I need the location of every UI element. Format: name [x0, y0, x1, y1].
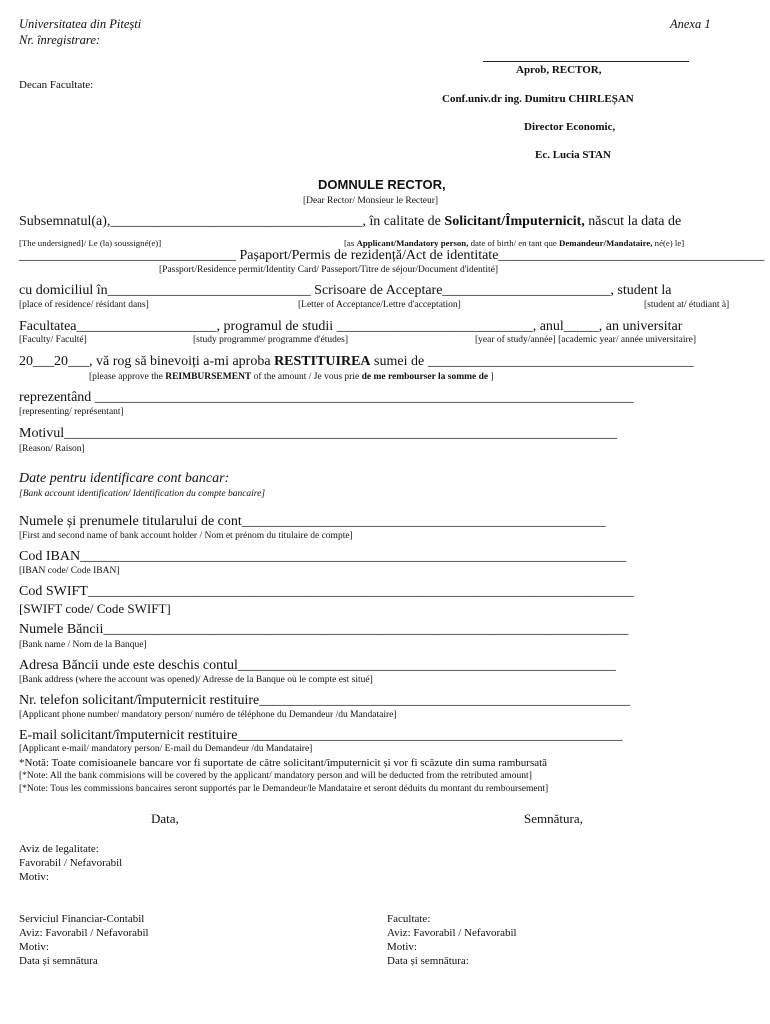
identity-document-field[interactable]: ______________________________________ [498, 248, 765, 263]
faculty-label: Facultatea [19, 319, 77, 334]
student-at-label: , student la [610, 283, 672, 298]
name-field[interactable]: ____________________________________ [110, 214, 363, 229]
bank-address-field[interactable]: ______________________________________________________ [237, 658, 616, 673]
account-holder-label: Numele și prenumele titularului de cont [19, 514, 242, 529]
study-programme-translation: [study programme/ programme d'études] [193, 335, 348, 345]
faculty-translation: [Faculty/ Faculté] [19, 335, 87, 345]
faculty-line [19, 319, 682, 335]
economic-director-name: Ec. Lucia STAN [535, 149, 611, 161]
phone-translation: [Applicant phone number/ mandatory person/ numéro de téléphone du Demandeur /du Mandataire] [19, 710, 397, 720]
reason-line [19, 426, 617, 442]
swift-label: Cod SWIFT [19, 584, 88, 599]
email-translation: [Applicant e-mail/ mandatory person/ E-mail du Demandeur /du Mandataire] [19, 744, 313, 754]
annex-label: Anexa 1 [670, 17, 711, 31]
phone-field[interactable]: _____________________________________________________ [259, 693, 631, 708]
bank-name-field[interactable]: ___________________________________________________________________________ [103, 622, 629, 637]
reason-translation: [Reason/ Raison] [19, 444, 85, 454]
rector-signature-line [483, 61, 689, 62]
representing-label: reprezentând [19, 390, 92, 405]
finance-service-reason: Motiv: [19, 941, 49, 953]
birth-date-field[interactable]: _______________________________ [19, 248, 236, 263]
study-year-field[interactable]: _____ [563, 319, 599, 334]
signature-label: Semnătura, [524, 811, 583, 826]
request-text: , vă rog să binevoiți a-mi aproba [89, 354, 275, 369]
capacity-text: , în calitate de [362, 214, 445, 229]
capacity-translation: [as Applicant/Mandatory person, date of birth/ en tant que Demandeur/Mandataire, né(e) le] [344, 238, 685, 248]
legal-opinion-options: Favorabil / Nefavorabil [19, 857, 123, 869]
bank-section-heading: Date pentru identificare cont bancar: [19, 471, 230, 486]
reimbursement-translation: [please approve the REIMBURSEMENT of the amount / Je vous prie de me rembourser la somme de ] [89, 372, 494, 382]
swift-line [19, 584, 634, 600]
bank-name-label: Numele Băncii [19, 622, 104, 637]
residence-label: cu domiciliul în [19, 283, 108, 298]
bank-address-translation: [Bank address (where the account was opened)/ Adresse de la Banque où le compte est situé] [19, 675, 373, 685]
residence-translation: [place of residence/ résidant dans] [19, 300, 149, 310]
faculty-approval-signature: Data și semnătura: [387, 955, 469, 967]
student-at-translation: [student at/ étudiant à] [644, 300, 730, 310]
study-programme-field[interactable]: ____________________________ [336, 319, 533, 334]
identity-document-translation: [Passport/Residence permit/Identity Card/ Passeport/Titre de séjour/Document d'identité] [159, 265, 499, 275]
academic-year-end-field[interactable]: ___ [68, 354, 89, 369]
rector-name: Conf.univ.dr ing. Dumitru CHIRLEȘAN [442, 93, 634, 105]
bank-section-translation: [Bank account identification/ Identification du compte bancaire] [19, 489, 266, 499]
acceptance-letter-label: Scrisoare de Acceptare [310, 283, 443, 298]
finance-service-opinion: Aviz: Favorabil / Nefavorabil [19, 927, 149, 939]
date-label: Data, [151, 811, 179, 826]
account-holder-field[interactable]: ____________________________________________________ [241, 514, 606, 529]
iban-translation: [IBAN code/ Code IBAN] [19, 566, 120, 576]
finance-service-title: Serviciul Financiar-Contabil [19, 913, 145, 925]
birth-date-label: născut la data de [584, 214, 682, 229]
note-romanian: *Notă: Toate comisioanele bancare vor fi suportate de către solicitant/împuternicit și vor fi scăzute din suma rambursată [19, 757, 548, 769]
email-label: E-mail solicitant/împuternicit restituire [19, 728, 238, 743]
iban-field[interactable]: ______________________________________________________________________________ [80, 549, 627, 564]
iban-line [19, 549, 626, 565]
economic-director-title: Director Economic, [524, 121, 616, 133]
legal-opinion-title: Aviz de legalitate: [19, 843, 99, 855]
study-year-translation: [year of study/année] [academic year/ année universitaire] [475, 335, 697, 345]
faculty-approval-opinion: Aviz: Favorabil / Nefavorabil [387, 927, 517, 939]
registration-number-label: Nr. înregistrare: [19, 33, 101, 47]
academic-year-label: , an universitar [598, 319, 683, 334]
residence-field[interactable]: _____________________________ [107, 283, 311, 298]
email-field[interactable]: _______________________________________________________ [237, 728, 623, 743]
representing-field[interactable]: _____________________________________________________________________________ [94, 390, 634, 405]
undersigned-translation: [The undersigned]/ Le (la) soussigné(e)] [19, 238, 162, 248]
amount-label: sumei de [370, 354, 428, 369]
letter-title-translation: [Dear Rector/ Monsieur le Recteur] [303, 196, 439, 206]
bank-name-line [19, 622, 628, 638]
amount-field[interactable]: ______________________________________ [427, 354, 694, 369]
bank-name-translation: [Bank name / Nom de la Banque] [19, 640, 147, 650]
academic-year-start-field[interactable]: ___ [33, 354, 54, 369]
letter-title: DOMNULE RECTOR, [318, 177, 446, 192]
residence-line [19, 283, 671, 299]
reimbursement-keyword: RESTITUIREA [274, 354, 371, 369]
representing-translation: [representing/ représentant] [19, 407, 124, 417]
faculty-approval-reason: Motiv: [387, 941, 417, 953]
undersigned-line [19, 214, 681, 230]
faculty-field[interactable]: ____________________ [76, 319, 217, 334]
bank-address-line [19, 658, 616, 674]
acceptance-letter-field[interactable]: ________________________ [442, 283, 611, 298]
email-line [19, 728, 623, 744]
legal-opinion-reason: Motiv: [19, 871, 49, 883]
undersigned-label: Subsemnatul(a), [19, 214, 111, 229]
applicant-role: Solicitant/Împuternicit, [444, 214, 585, 229]
faculty-approval-title: Facultate: [387, 913, 431, 925]
approval-label: Aprob, RECTOR, [516, 64, 602, 76]
representing-line [19, 390, 634, 406]
phone-label: Nr. telefon solicitant/împuternicit restituire [19, 693, 260, 708]
acceptance-letter-translation: [Letter of Acceptance/Lettre d'acceptation] [298, 300, 461, 310]
swift-field[interactable]: ______________________________________________________________________________ [87, 584, 634, 599]
reimbursement-line: 20___20___, vă rog să binevoiți a-mi aproba RESTITUIREA sumei de ______________________________________ [19, 354, 694, 369]
iban-label: Cod IBAN [19, 549, 81, 564]
study-year-label: , anul [532, 319, 564, 334]
dean-label: Decan Facultate: [19, 79, 94, 91]
study-programme-label: , programul de studii [216, 319, 337, 334]
identity-document-label: Pașaport/Permis de rezidență/Act de identitate [236, 248, 499, 263]
reason-label: Motivul [19, 426, 65, 441]
swift-translation: [SWIFT code/ Code SWIFT] [19, 601, 171, 616]
bank-address-label: Adresa Băncii unde este deschis contul [19, 658, 238, 673]
identity-document-line [19, 248, 764, 264]
account-holder-translation: [First and second name of bank account holder / Nom et prénom du titulaire de compte] [19, 531, 353, 541]
reason-field[interactable]: _______________________________________________________________________________ [64, 426, 618, 441]
note-french: [*Note: Tous les commissions bancaires seront supportés par le Demandeur/le Mandataire et seront déduits du montant du remboursement] [19, 784, 549, 794]
account-holder-line [19, 514, 606, 530]
phone-line [19, 693, 630, 709]
note-english: [*Note: All the bank commisions will be covered by the applicant/ mandatory person and will be deducted from the retributed amount] [19, 771, 532, 781]
finance-service-signature: Data și semnătura [19, 955, 98, 967]
university-name: Universitatea din Pitești [19, 17, 142, 31]
